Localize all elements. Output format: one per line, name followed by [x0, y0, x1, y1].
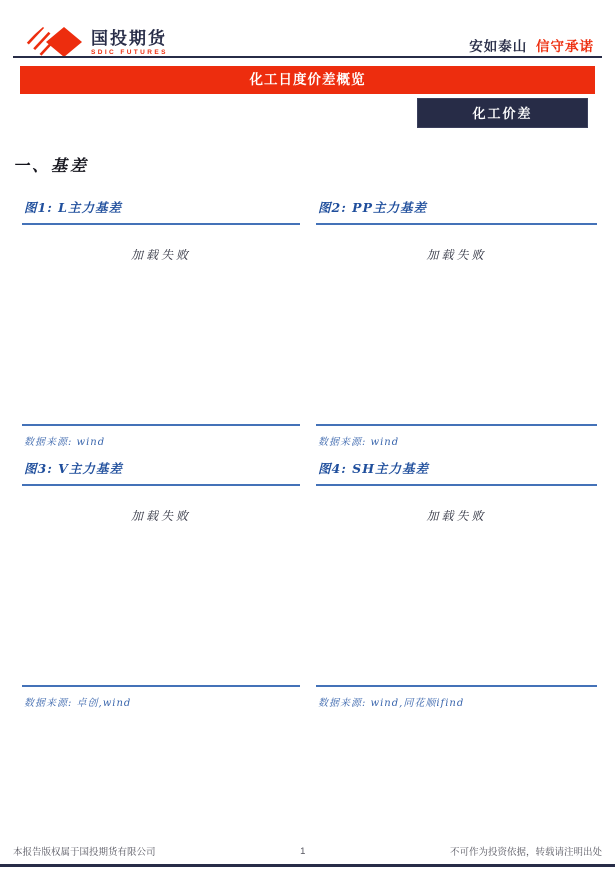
figure-chart-area — [22, 486, 300, 687]
figure-panel-2 — [316, 195, 597, 448]
figure-title: 图4: SH主力基差 — [316, 456, 597, 486]
figure-data-source: 数据来源: 卓创,wind — [24, 698, 132, 709]
figure-title: 图3: V主力基差 — [22, 456, 300, 486]
chart-load-failed-text: 加载失败 — [426, 248, 487, 262]
figure-panel-4 — [316, 456, 597, 709]
footer-copyright: 本报告版权属于国投期货有限公司 — [13, 847, 156, 858]
figure-title: 图2: PP主力基差 — [316, 195, 597, 225]
company-logo — [26, 26, 168, 58]
logo-text — [91, 29, 168, 56]
logo-diamond-icon — [26, 26, 84, 58]
figure-chart-area — [22, 225, 300, 426]
page-footer — [13, 844, 602, 858]
slogan-part-navy: 安如泰山 — [469, 39, 528, 54]
chart-load-failed-text: 加载失败 — [130, 248, 191, 262]
header-divider — [13, 56, 602, 58]
figure-panel-1 — [22, 195, 300, 448]
chart-load-failed-text: 加载失败 — [426, 509, 487, 523]
header-slogan — [469, 35, 594, 55]
footer-page-number: 1 — [300, 845, 306, 857]
figure-data-source: 数据来源: wind — [318, 437, 400, 448]
footer-divider — [0, 864, 615, 867]
section-tag-box: 化工价差 — [417, 98, 588, 128]
slogan-part-red: 信守承诺 — [536, 39, 594, 54]
figure-data-source: 数据来源: wind — [24, 437, 106, 448]
footer-disclaimer: 不可作为投资依据，转载请注明出处 — [449, 847, 602, 858]
figure-chart-area — [316, 225, 597, 426]
logo-company-name: 国投期货 — [91, 28, 167, 48]
figure-data-source: 数据来源: wind,同花顺ifind — [318, 698, 465, 709]
logo-company-name-en: SDIC FUTURES — [91, 48, 168, 56]
figure-panel-3 — [22, 456, 300, 709]
chart-load-failed-text: 加载失败 — [130, 509, 191, 523]
figure-chart-area — [316, 486, 597, 687]
section-heading: 一、基差 — [13, 156, 90, 175]
report-title-banner: 化工日度价差概览 — [20, 66, 595, 94]
figure-title: 图1: L主力基差 — [22, 195, 300, 225]
